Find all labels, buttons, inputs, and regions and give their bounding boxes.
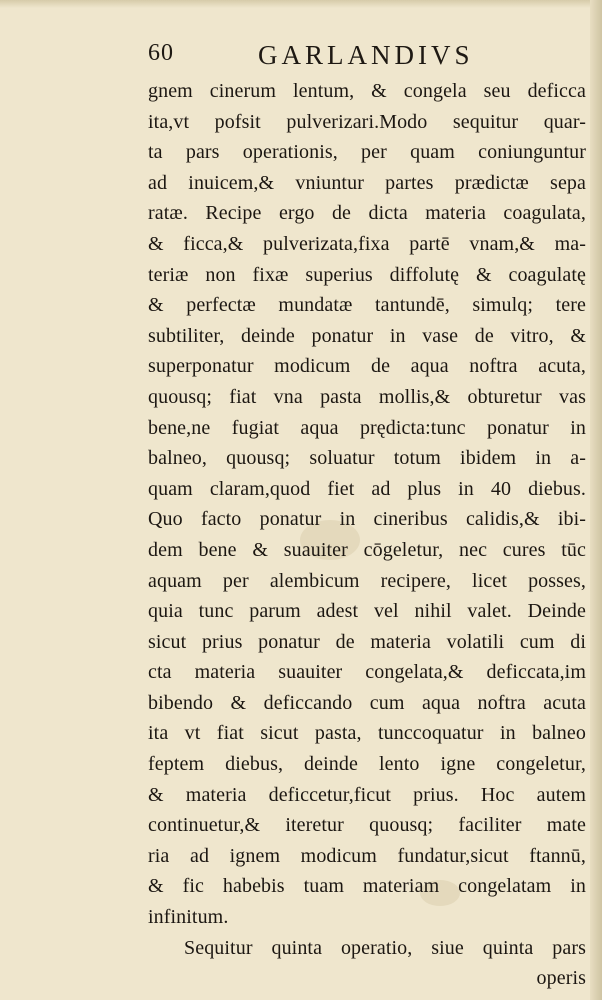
text-line: quousq; fiat vna pasta mollis,& obturetur vas <box>148 385 586 408</box>
section-heading-line: Sequitur quinta operatio, siue quinta pars <box>184 936 586 959</box>
text-line: bene,ne fugiat aqua prędicta:tunc ponatur in <box>148 416 586 439</box>
text-line: ta pars operationis, per quam coniunguntur <box>148 141 586 164</box>
text-line: Quo facto ponatur in cineribus calidis,& ibi- <box>148 508 586 531</box>
text-line: aquam per alembicum recipere, licet posses, <box>148 569 586 592</box>
page-top-shadow <box>0 0 602 8</box>
text-line: & ficca,& pulverizata,fixa partē vnam,& ma- <box>148 232 586 255</box>
text-line: quam claram,quod fiet ad plus in 40 diebus. <box>148 477 586 500</box>
text-line: superponatur modicum de aqua noftra acuta, <box>148 355 586 378</box>
text-line: teriæ non fixæ superius diffolutę & coagulatę <box>148 263 586 286</box>
running-title: GARLANDIVS <box>258 40 474 70</box>
text-line: bibendo & deficcando cum aqua noftra acuta <box>148 691 586 714</box>
text-line: infinitum. <box>148 906 229 929</box>
text-line: cta materia suauiter congelata,& deficcata,im <box>148 661 586 684</box>
running-head <box>148 40 578 80</box>
text-line: & fic habebis tuam materiam congelatam in <box>148 875 586 898</box>
text-line: ita,vt pofsit pulverizari.Modo sequitur quar- <box>148 110 586 133</box>
body-text <box>148 76 586 994</box>
text-line: quia tunc parum adest vel nihil valet. Deinde <box>148 600 586 623</box>
text-line: & materia deficcetur,ficut prius. Hoc autem <box>148 783 586 806</box>
text-line: gnem cinerum lentum, & congela seu deficca <box>148 80 586 102</box>
text-line: ria ad ignem modicum fundatur,sicut ftannū, <box>148 844 586 867</box>
page-edge-shadow <box>590 0 602 1000</box>
page-number: 60 <box>148 40 174 66</box>
text-line: ad inuicem,& vniuntur partes prædictæ sepa <box>148 171 586 194</box>
text-line: feptem diebus, deinde lento igne congeletur, <box>148 753 586 776</box>
catchword: operis <box>536 967 586 990</box>
text-line: ratæ. Recipe ergo de dicta materia coagulata, <box>148 202 586 225</box>
text-line: ita vt fiat sicut pasta, tunccoquatur in balneo <box>148 722 586 745</box>
text-line: dem bene & suauiter cōgeletur, nec cures tūc <box>148 538 586 561</box>
text-line: continuetur,& iteretur quousq; faciliter mate <box>148 814 586 837</box>
text-line: balneo, quousq; soluatur totum ibidem in a- <box>148 447 586 470</box>
text-line: sicut prius ponatur de materia volatili cum di <box>148 630 586 653</box>
text-line: subtiliter, deinde ponatur in vase de vitro, & <box>148 324 586 347</box>
text-line: & perfectæ mundatæ tantundē, simulq; tere <box>148 294 586 317</box>
